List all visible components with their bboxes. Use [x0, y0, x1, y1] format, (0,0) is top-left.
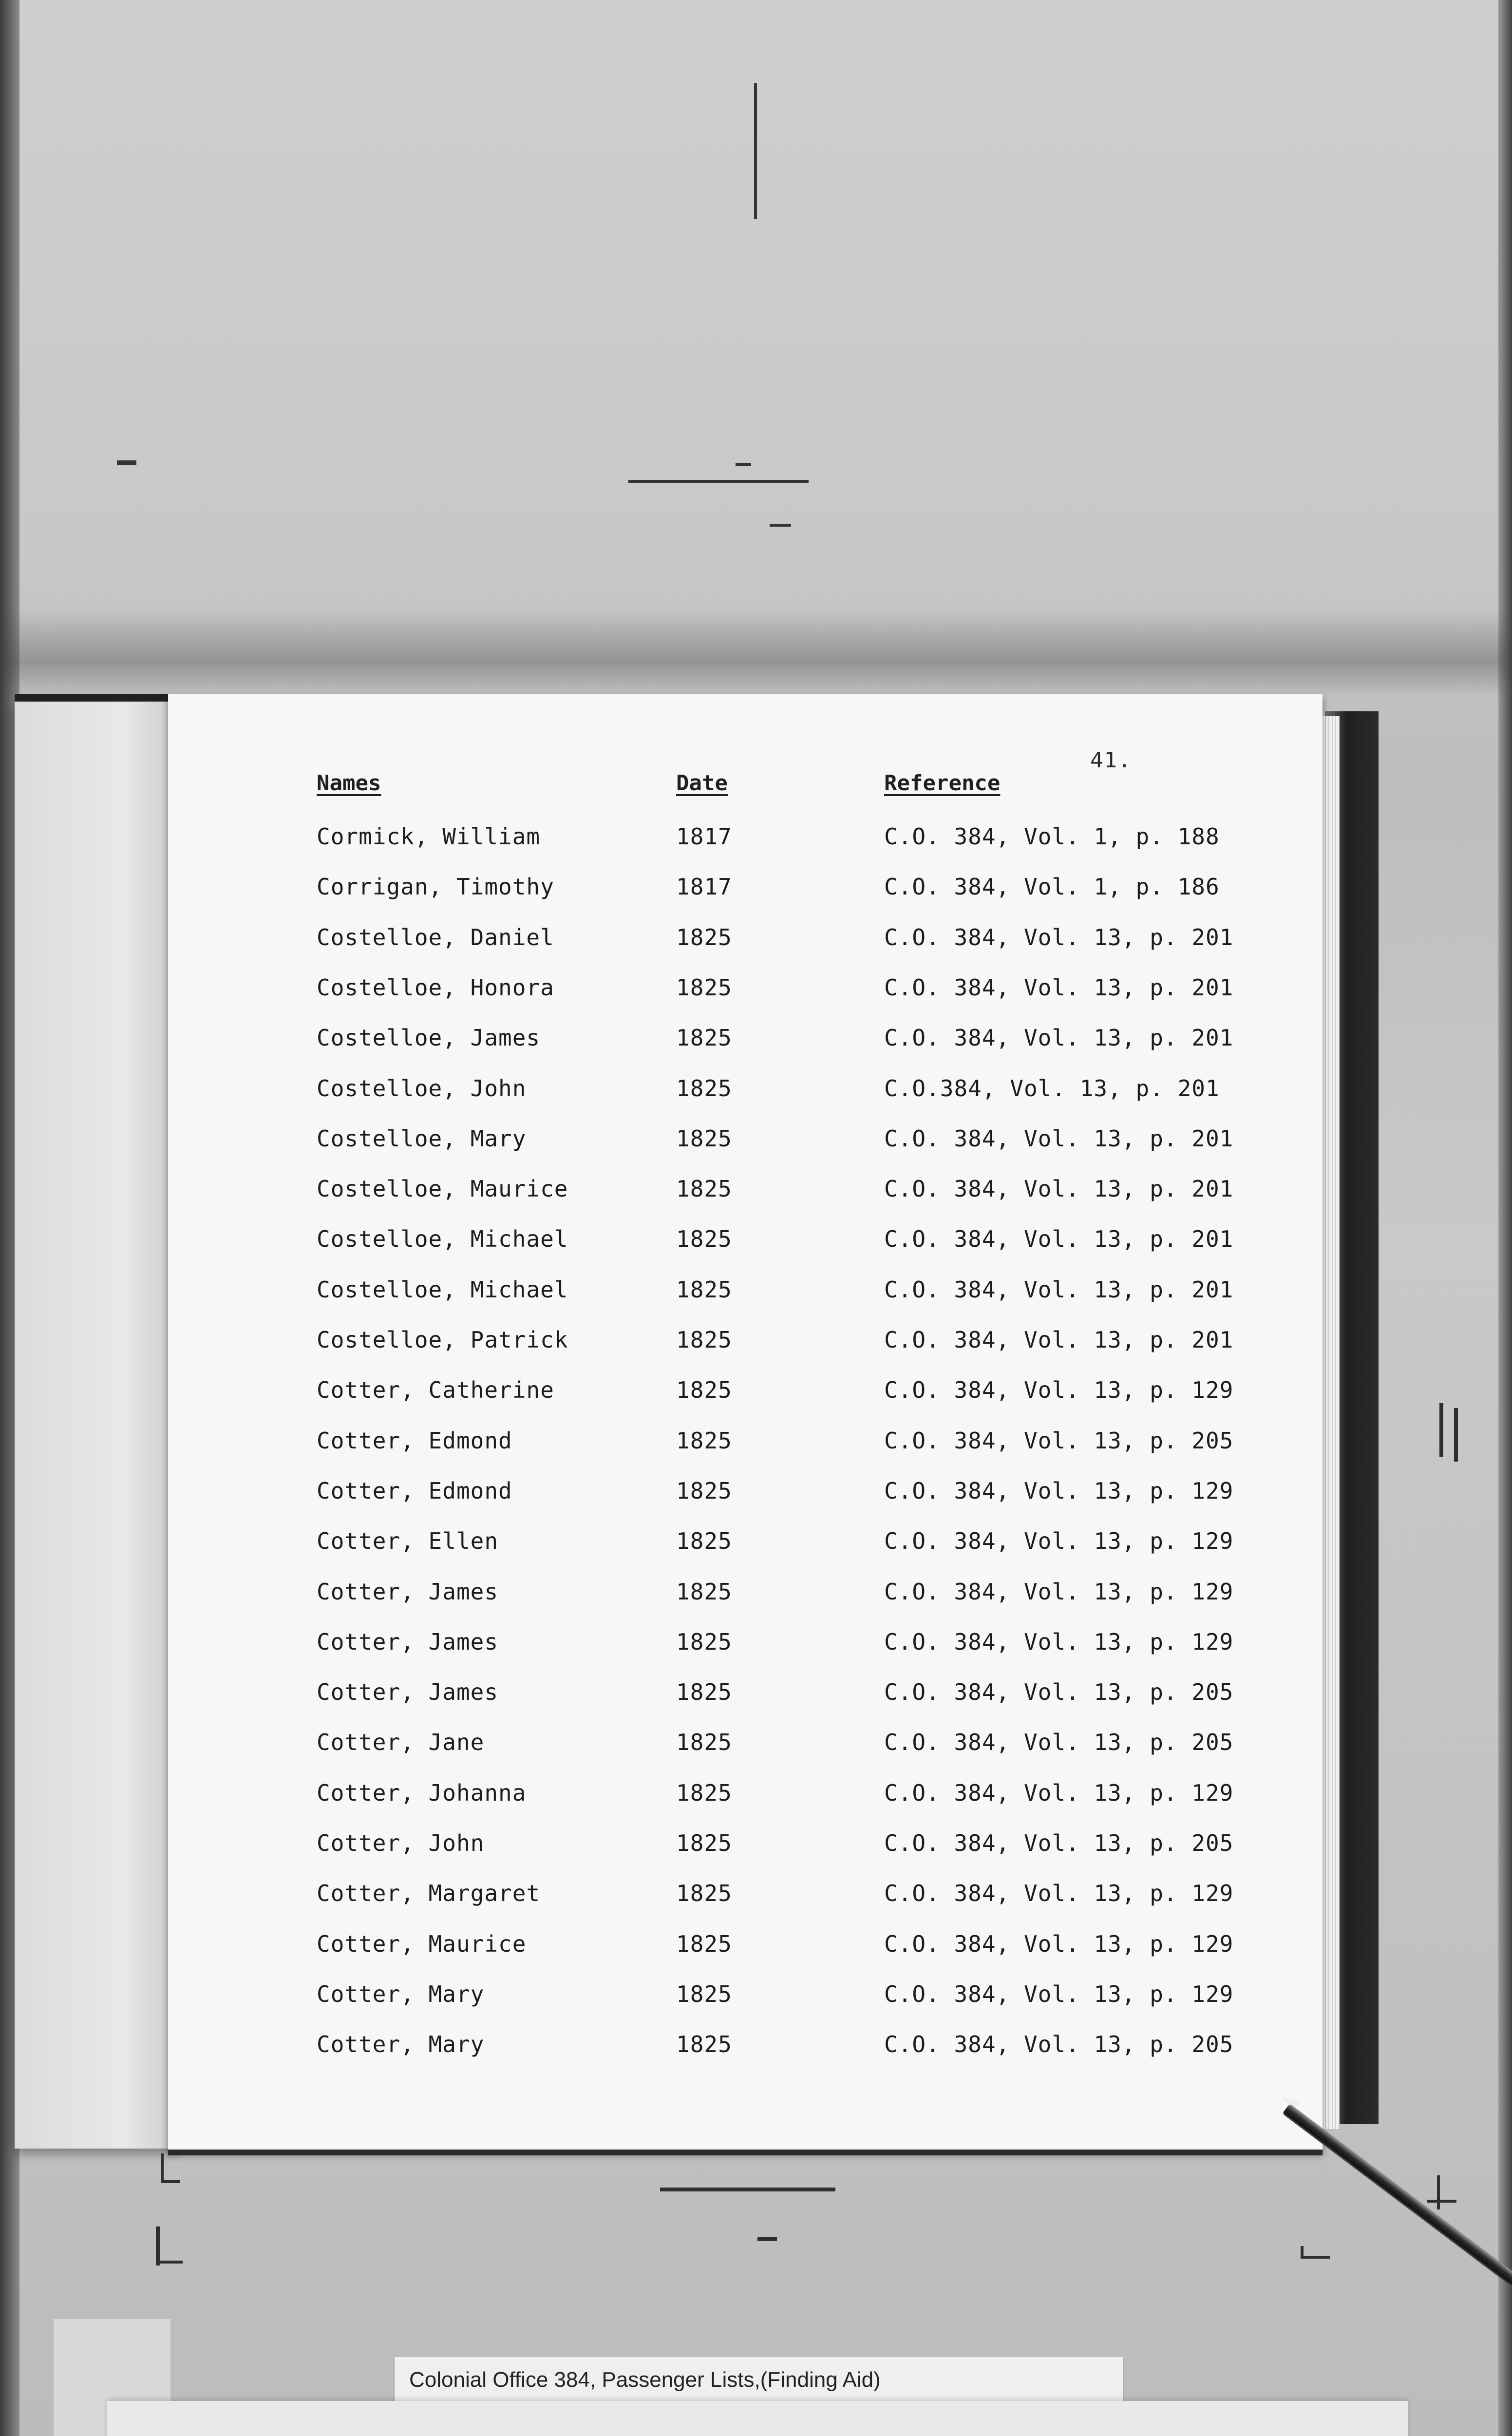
ledger-row — [0, 974, 1512, 1018]
entry-name: Cotter, Maurice — [317, 1931, 527, 1957]
entry-name: Cotter, John — [317, 1830, 485, 1856]
entry-name: Cotter, Jane — [317, 1729, 485, 1755]
entry-reference: C.O. 384, Vol. 13, p. 201 — [884, 1125, 1234, 1152]
entry-date: 1825 — [676, 2031, 732, 2057]
entry-date: 1825 — [676, 1830, 732, 1856]
ledger-row — [0, 1729, 1512, 1773]
scratch-mark — [1437, 2175, 1440, 2209]
entry-name: Cormick, William — [317, 823, 541, 850]
ledger-row — [0, 1327, 1512, 1370]
entry-reference: C.O. 384, Vol. 13, p. 129 — [884, 1981, 1234, 2007]
ledger-row — [0, 1931, 1512, 1975]
entry-name: Cotter, Edmond — [317, 1478, 512, 1504]
ledger-row — [0, 874, 1512, 917]
scratch-mark — [156, 2227, 160, 2265]
ledger-row — [0, 1780, 1512, 1824]
entry-name: Cotter, James — [317, 1579, 499, 1605]
entry-reference: C.O. 384, Vol. 13, p. 205 — [884, 1679, 1234, 1705]
header-names: Names — [317, 771, 381, 796]
entry-name: Cotter, Mary — [317, 2031, 485, 2057]
entry-date: 1825 — [676, 1478, 732, 1504]
ledger-row — [0, 1176, 1512, 1219]
entry-date: 1825 — [676, 1780, 732, 1806]
entry-reference: C.O. 384, Vol. 13, p. 129 — [884, 1478, 1234, 1504]
entry-reference: C.O. 384, Vol. 13, p. 201 — [884, 1025, 1234, 1051]
table-mark — [628, 480, 809, 483]
page-number: 41. — [1090, 748, 1132, 773]
entry-reference: C.O. 384, Vol. 13, p. 129 — [884, 1629, 1234, 1655]
entry-reference: C.O. 384, Vol. 13, p. 201 — [884, 924, 1234, 951]
entry-reference: C.O.384, Vol. 13, p. 201 — [884, 1075, 1220, 1102]
entry-reference: C.O. 384, Vol. 13, p. 205 — [884, 1729, 1234, 1755]
entry-name: Corrigan, Timothy — [317, 874, 554, 900]
scratch-mark — [1454, 1408, 1458, 1462]
ledger-row — [0, 1579, 1512, 1622]
ledger-row — [0, 1981, 1512, 2025]
entry-name: Costelloe, Patrick — [317, 1327, 568, 1353]
scratch-mark — [660, 2188, 835, 2191]
entry-reference: C.O. 384, Vol. 13, p. 205 — [884, 2031, 1234, 2057]
entry-reference: C.O. 384, Vol. 13, p. 129 — [884, 1377, 1234, 1403]
table-mark — [736, 463, 751, 466]
entry-reference: C.O. 384, Vol. 13, p. 205 — [884, 1427, 1234, 1454]
ledger-row — [0, 1276, 1512, 1320]
header-date: Date — [676, 771, 728, 796]
entry-date: 1825 — [676, 1276, 732, 1303]
shadow-band — [0, 609, 1512, 697]
entry-name: Cotter, Edmond — [317, 1427, 512, 1454]
entry-reference: C.O. 384, Vol. 13, p. 201 — [884, 1176, 1234, 1202]
scratch-mark — [1427, 2200, 1456, 2203]
entry-name: Cotter, Johanna — [317, 1780, 527, 1806]
header-reference: Reference — [884, 771, 1001, 796]
entry-name: Cotter, Mary — [317, 1981, 485, 2007]
ledger-row — [0, 1075, 1512, 1119]
entry-name: Cotter, Catherine — [317, 1377, 554, 1403]
page-bottom-edge — [168, 2150, 1323, 2155]
entry-date: 1825 — [676, 1679, 732, 1705]
entry-reference: C.O. 384, Vol. 1, p. 186 — [884, 874, 1220, 900]
ledger-row — [0, 1226, 1512, 1270]
entry-name: Costelloe, James — [317, 1025, 541, 1051]
entry-date: 1825 — [676, 1075, 732, 1102]
entry-name: Costelloe, Daniel — [317, 924, 554, 951]
entry-date: 1825 — [676, 1226, 732, 1252]
ledger-row — [0, 1478, 1512, 1522]
entry-date: 1825 — [676, 1981, 732, 2007]
archive-label-card — [107, 2401, 1408, 2436]
ledger-row — [0, 1377, 1512, 1421]
caption-strip — [395, 2357, 1123, 2402]
entry-date: 1817 — [676, 823, 732, 850]
entry-reference: C.O. 384, Vol. 13, p. 129 — [884, 1579, 1234, 1605]
scratch-mark — [161, 2153, 164, 2183]
entry-date: 1825 — [676, 924, 732, 951]
ledger-row — [0, 924, 1512, 968]
table-mark — [770, 524, 791, 527]
entry-name: Costelloe, John — [317, 1075, 527, 1102]
scratch-mark — [156, 2261, 183, 2264]
ledger-row — [0, 2031, 1512, 2075]
entry-date: 1825 — [676, 1729, 732, 1755]
ledger-row — [0, 1528, 1512, 1572]
entry-date: 1825 — [676, 1427, 732, 1454]
entry-date: 1825 — [676, 1327, 732, 1353]
entry-date: 1825 — [676, 1579, 732, 1605]
ledger-row — [0, 1427, 1512, 1471]
entry-name: Cotter, James — [317, 1679, 499, 1705]
entry-reference: C.O. 384, Vol. 13, p. 129 — [884, 1780, 1234, 1806]
entry-date: 1825 — [676, 974, 732, 1001]
scratch-mark — [1301, 2246, 1304, 2259]
entry-date: 1817 — [676, 874, 732, 900]
ledger-row — [0, 823, 1512, 867]
ledger-row — [0, 1629, 1512, 1673]
entry-name: Costelloe, Mary — [317, 1125, 527, 1152]
ledger-row — [0, 1125, 1512, 1169]
scratch-mark — [161, 2180, 180, 2183]
entry-name: Cotter, Ellen — [317, 1528, 499, 1554]
entry-date: 1825 — [676, 1377, 732, 1403]
entry-date: 1825 — [676, 1176, 732, 1202]
scratch-mark — [757, 2237, 777, 2241]
entry-name: Costelloe, Michael — [317, 1226, 568, 1252]
entry-reference: C.O. 384, Vol. 1, p. 188 — [884, 823, 1220, 850]
entry-name: Costelloe, Maurice — [317, 1176, 568, 1202]
entry-date: 1825 — [676, 1931, 732, 1957]
entry-date: 1825 — [676, 1025, 732, 1051]
entry-reference: C.O. 384, Vol. 13, p. 201 — [884, 1226, 1234, 1252]
entry-date: 1825 — [676, 1880, 732, 1906]
entry-date: 1825 — [676, 1629, 732, 1655]
scratch-mark — [1301, 2256, 1330, 2259]
entry-reference: C.O. 384, Vol. 13, p. 201 — [884, 1327, 1234, 1353]
pencil — [1282, 2104, 1512, 2319]
entry-reference: C.O. 384, Vol. 13, p. 205 — [884, 1830, 1234, 1856]
entry-reference: C.O. 384, Vol. 13, p. 201 — [884, 1276, 1234, 1303]
entry-reference: C.O. 384, Vol. 13, p. 201 — [884, 974, 1234, 1001]
entry-name: Costelloe, Michael — [317, 1276, 568, 1303]
ledger-row — [0, 1025, 1512, 1068]
entry-reference: C.O. 384, Vol. 13, p. 129 — [884, 1528, 1234, 1554]
ledger-row — [0, 1830, 1512, 1874]
entry-date: 1825 — [676, 1528, 732, 1554]
entry-reference: C.O. 384, Vol. 13, p. 129 — [884, 1931, 1234, 1957]
entry-date: 1825 — [676, 1125, 732, 1152]
table-mark — [117, 460, 136, 465]
scratch-mark — [1439, 1403, 1443, 1457]
entry-name: Cotter, James — [317, 1629, 499, 1655]
entry-reference: C.O. 384, Vol. 13, p. 129 — [884, 1880, 1234, 1906]
ledger-row — [0, 1880, 1512, 1924]
ledger-row — [0, 1679, 1512, 1723]
entry-name: Costelloe, Honora — [317, 974, 554, 1001]
entry-name: Cotter, Margaret — [317, 1880, 541, 1906]
caption-text: Colonial Office 384, Passenger Lists,(Finding Aid) — [409, 2368, 881, 2392]
table-mark — [754, 83, 757, 219]
